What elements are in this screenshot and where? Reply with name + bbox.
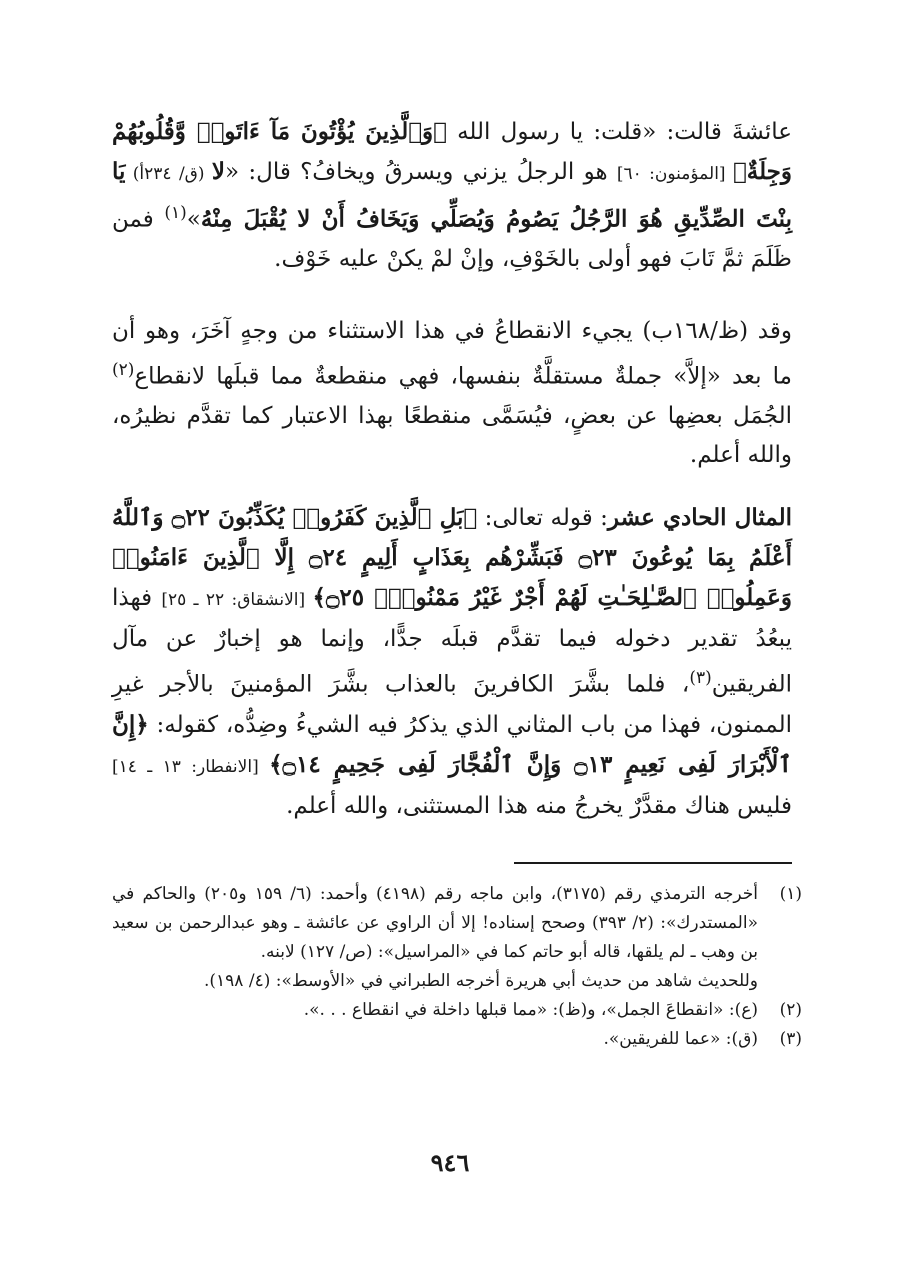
footnote-text: (ع): «انقطاعَ الجمل»، و(ظ): «مما قبلها داخلة في انقطاع . . .». (303, 1000, 758, 1020)
quran-verse: ﴿بَلِ ٱلَّذِينَ كَفَرُوا۟ يُكَذِّبُونَ ۝٢٢ وَٱللَّهُ أَعْلَمُ بِمَا يُوعُونَ ۝٢٣ فَبَشِّرْهُم بِعَذَابٍ أَلِيمٍ ۝٢٤ إِلَّا ٱلَّذِينَ ءَامَنُوا۟ وَعَمِلُوا۟ ٱلصَّـٰلِحَـٰتِ لَهُمْ أَجْرٌ غَيْرُ مَمْنُونٍۭ ۝٢٥﴾ (112, 504, 793, 611)
footnote-number: (٣) (779, 1029, 802, 1049)
quote-close: » (186, 206, 201, 233)
verse-reference: [الانشقاق: ٢٢ ـ ٢٥] (161, 590, 313, 610)
text-run: فهذا يبعُدُ تقدير دخوله فيما تقدَّم قبلَه جدًّا، وإنما هو إخبارٌ عن مآل الفريقين (112, 585, 792, 698)
text-run: فمن ظَلَمَ ثمَّ تَابَ فهو أولى بالخَوْفِ، وإنْ لمْ يكنْ عليه خَوْف. (112, 206, 792, 272)
footnote-divider (514, 862, 792, 864)
footnote-marker-1: (١) (164, 203, 187, 223)
paragraph-hadith (112, 112, 792, 279)
footnote-1-addendum: وللحديث شاهد من حديث أبي هريرة أخرجه الطبراني في «الأوسط»: (٤/ ١٩٨). (204, 971, 758, 991)
footnote-marker-3: (٣) (689, 668, 712, 688)
text-run: وقد (ظ/١٦٨ب) يجيء الانقطاعُ في هذا الاستثناء من وجهٍ آخَرَ، وهو أن ما بعد «إلاَّ» جملةٌ مستقلَّةٌ بنفسها، فهي منقطعةٌ مما قبلَها لانقطاع (112, 318, 792, 390)
text-run: : قوله تعالى: (477, 505, 608, 531)
footnote-3 (112, 1025, 802, 1054)
verse-reference: [الانفطار: ١٣ ـ ١٤] (112, 756, 270, 777)
hadith-text: يَا بِنْتَ الصِّدِّيقِ هُوَ الرَّجُلُ يَصُومُ وَيُصَلِّي وَيَخَافُ أَنْ لا يُقْبَلَ مِنْهُ (112, 158, 792, 233)
footnote-1 (112, 880, 802, 967)
footnote-number: (٢) (779, 1000, 802, 1020)
footnote-text: أخرجه الترمذي رقم (٣١٧٥)، وابن ماجه رقم (٤١٩٨) وأحمد: (٦/ ١٥٩ و٢٠٥) والحاكم في «المستدرك»: (٢/ ٣٩٣) وصحح إسناده! إلا أن الراوي عن عائشة ـ وهو عبدالرحمن بن سعيد بن وهب ـ لم يلقها، قاله أبو حاتم كما في «المراسيل»: (ص/ ١٢٧) لابنه. (112, 884, 758, 962)
text-run: ، فلما بشَّرَ الكافرينَ بالعذاب بشَّرَ المؤمنينَ بالأجر غيرِ الممنون، فهذا من باب المثاني الذي يذكرُ فيه الشيءُ وضِدُّه، كقوله: (112, 671, 792, 738)
footnote-2 (112, 996, 802, 1025)
text-run: هو الرجلُ يزني ويسرقُ ويخافُ؟ قال: « (225, 159, 617, 185)
paragraph-example-11 (112, 498, 792, 826)
text-run: عائشةَ قالت: «قلت: يا رسول الله (446, 119, 792, 145)
page-number: ٩٤٦ (430, 1148, 470, 1177)
manuscript-reference: (ق/ ٢٣٤أ) (125, 164, 212, 184)
footnote-number: (١) (779, 884, 802, 904)
quran-verse: ﴿وَٱلَّذِينَ يُؤْتُونَ مَآ ءَاتَوا۟ وَّقُلُوبُهُمْ وَجِلَةٌ﴾ (112, 118, 793, 185)
text-run: فليس هناك مقدَّرٌ يخرجُ منه هذا المستثنى، والله أعلم. (286, 792, 792, 819)
footnotes (112, 880, 802, 1054)
text-run: الجُمَل بعضِها عن بعضٍ، فيُسَمَّى منقطعًا بهذا الاعتبار كما تقدَّم نظيرُه، والله أعلم. (112, 402, 792, 468)
footnote-text: (ق): «عما للفريقين». (603, 1029, 758, 1049)
hadith-emphasis: لا (211, 158, 225, 185)
paragraph-istithna (112, 312, 792, 475)
quran-verse: ﴿إِنَّ ٱلْأَبْرَارَ لَفِى نَعِيمٍ ۝١٣ وَإِنَّ ٱلْفُجَّارَ لَفِى جَحِيمٍ ۝١٤﴾ (112, 710, 792, 778)
footnote-marker-2: (٢) (112, 360, 135, 380)
section-heading: المثال الحادي عشر (607, 504, 792, 531)
verse-reference: [المؤمنون: ٦٠] (616, 164, 733, 184)
